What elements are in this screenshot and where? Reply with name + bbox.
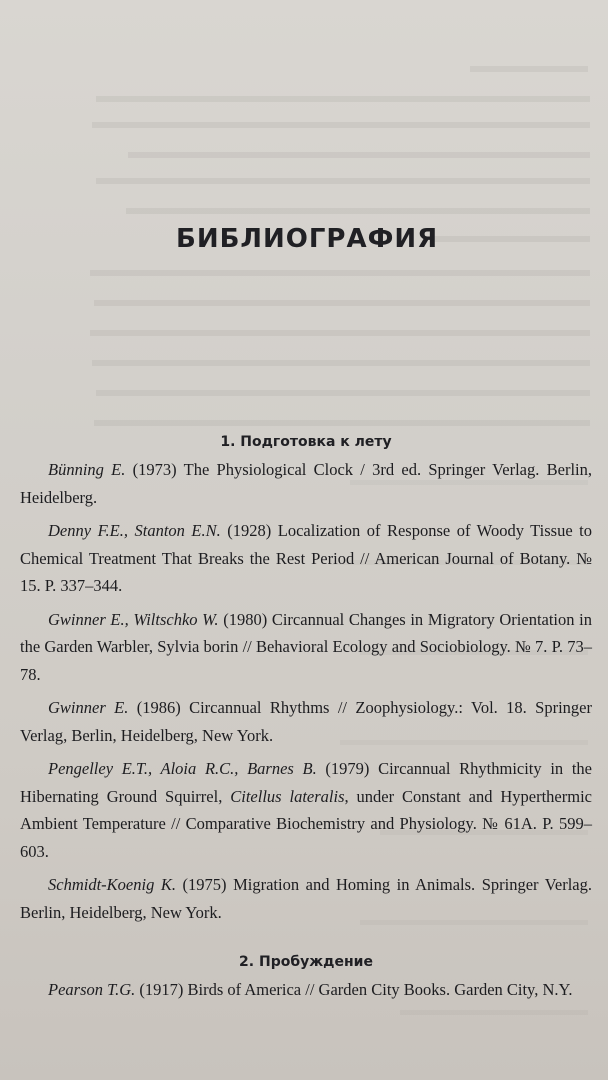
section-heading: 2. Пробуждение bbox=[239, 954, 373, 970]
bibliography-entry bbox=[20, 976, 592, 1004]
bibliography-entry bbox=[20, 606, 592, 689]
entry-text: (1979) Circannual Rhythmicity in the Hibernating Ground Squirrel, bbox=[20, 759, 592, 806]
bibliography-entry bbox=[20, 456, 592, 511]
bibliography-content bbox=[20, 430, 592, 1010]
bibliography-entry bbox=[20, 755, 592, 865]
entry-text: , under Constant and Hyperthermic Ambient Temperature // Comparative Biochemistry and Physiology. № 61A. P. 599–603. bbox=[20, 786, 592, 861]
bibliography-entry bbox=[20, 871, 592, 926]
section-preparation-for-summer bbox=[20, 430, 592, 926]
entry-text: (1975) Migration and Homing in Animals. Springer Verlag. Berlin, Heidelberg, New York. bbox=[20, 875, 592, 922]
section-heading: 1. Подготовка к лету bbox=[220, 434, 392, 450]
section-awakening bbox=[20, 950, 592, 1004]
page-title: БИБЛИОГРАФИЯ bbox=[176, 224, 439, 254]
entry-text: (1928) Localization of Response of Woody Tissue to Chemical Treatment That Breaks the Rest Period // American Journal of Botany. № 15. P. 337–344. bbox=[20, 521, 592, 595]
entry-authors: Bünning E. bbox=[48, 460, 126, 479]
entry-authors: Denny F.E., Stanton E.N. bbox=[48, 521, 221, 540]
entry-authors: Pearson T.G. bbox=[48, 980, 136, 999]
entry-text: (1980) Circannual Changes in Migratory Orientation in the Garden Warbler, Sylvia borin // Behavioral Ecology and Sociobiology. № 7. P. 73–78. bbox=[20, 609, 593, 684]
entry-authors: Pengelley E.T., Aloia R.C., Barnes B. bbox=[48, 759, 317, 778]
entry-authors: Gwinner E., Wiltschko W. bbox=[48, 609, 219, 629]
bibliography-entry bbox=[20, 694, 592, 749]
entry-species-name: Citellus lateralis bbox=[230, 786, 345, 806]
entry-text: (1986) Circannual Rhythms // Zoophysiology.: Vol. 18. Springer Verlag, Berlin, Heidelberg, New York. bbox=[20, 698, 592, 745]
entry-text: (1917) Birds of America // Garden City Books. Garden City, N.Y. bbox=[135, 980, 573, 999]
entry-authors: Gwinner E. bbox=[48, 698, 129, 717]
entry-text: (1973) The Physiological Clock / 3rd ed. Springer Verlag. Berlin, Heidelberg. bbox=[20, 460, 592, 507]
bibliography-entry bbox=[20, 517, 592, 600]
entry-authors: Schmidt-Koenig K. bbox=[48, 875, 176, 894]
